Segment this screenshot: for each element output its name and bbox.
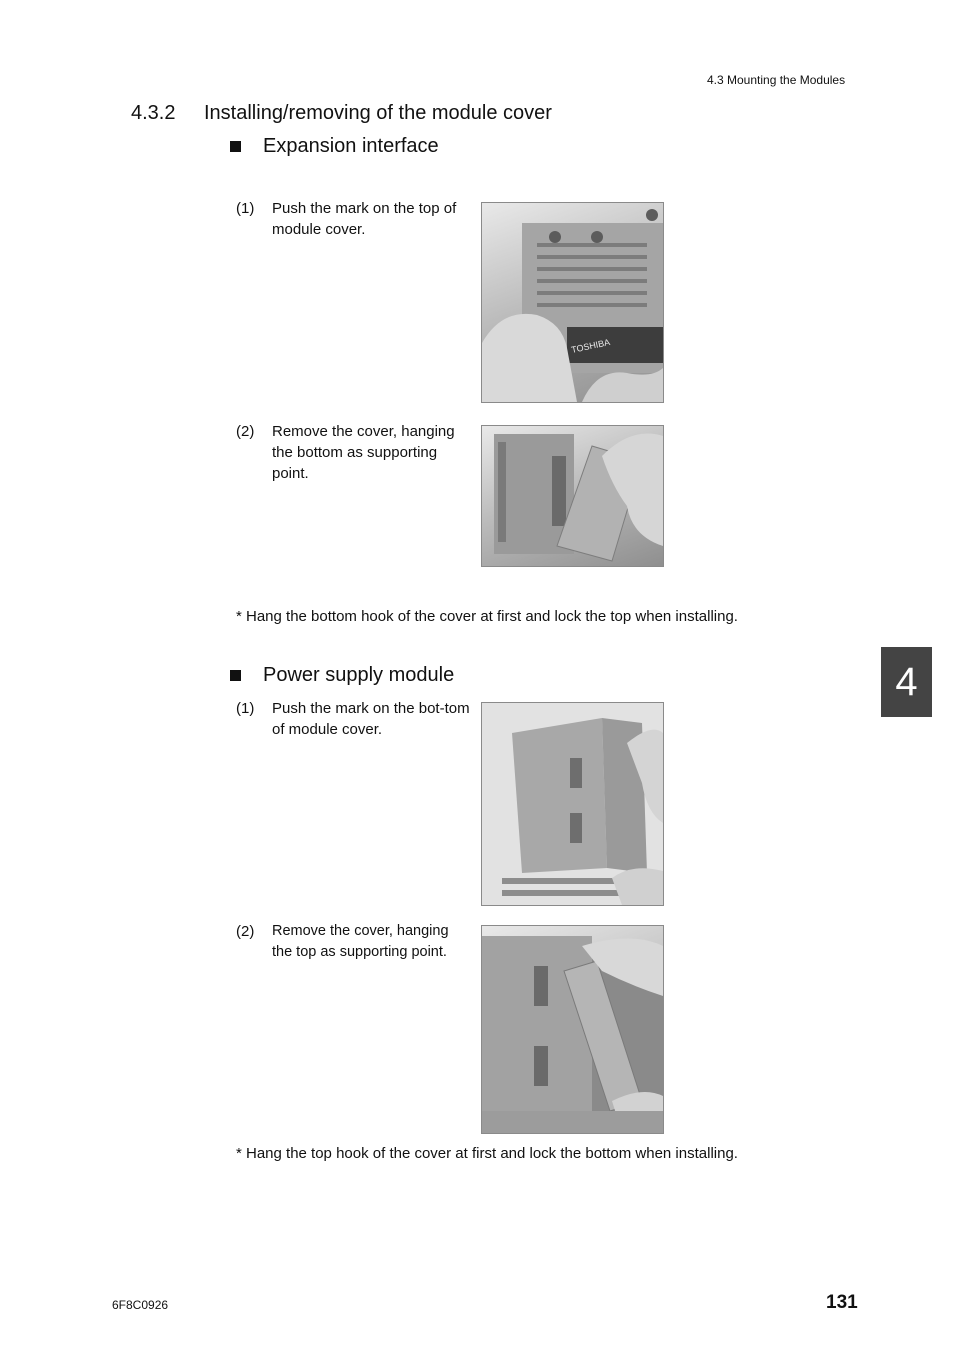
- power-step-1-text: Push the mark on the bot-tom of module cover.: [272, 700, 470, 738]
- bullet-square-icon: [230, 141, 241, 152]
- section-title: Installing/removing of the module cover: [204, 102, 552, 124]
- document-code: 6F8C0926: [112, 1298, 169, 1312]
- expansion-step-2-photo: [481, 425, 664, 567]
- expansion-heading: Expansion interface: [263, 135, 439, 157]
- page-number: 131: [826, 1292, 858, 1313]
- power-heading: Power supply module: [263, 664, 455, 686]
- running-header: 4.3 Mounting the Modules: [707, 73, 846, 87]
- expansion-note: * Hang the bottom hook of the cover at first and lock the top when installing.: [236, 608, 738, 625]
- expansion-step-1-number: (1): [236, 200, 255, 217]
- power-step-2-text: Remove the cover, hanging the top as supporting point.: [272, 923, 449, 960]
- expansion-step-1-text: Push the mark on the top of module cover.: [272, 200, 457, 238]
- power-note: * Hang the top hook of the cover at first and lock the bottom when installing.: [236, 1145, 738, 1162]
- bullet-square-icon: [230, 670, 241, 681]
- expansion-step-2-text: Remove the cover, hanging the bottom as supporting point.: [272, 423, 455, 482]
- power-step-1-number: (1): [236, 700, 255, 717]
- chapter-tab: 4: [881, 647, 932, 717]
- expansion-step-2-number: (2): [236, 423, 255, 440]
- power-step-1-photo: [481, 702, 664, 906]
- section-number: 4.3.2: [131, 102, 176, 124]
- photo-logo: TOSHIBA: [570, 336, 611, 355]
- power-step-2-photo: [481, 925, 664, 1134]
- expansion-step-1-photo: [481, 202, 664, 403]
- power-step-2-number: (2): [236, 923, 255, 940]
